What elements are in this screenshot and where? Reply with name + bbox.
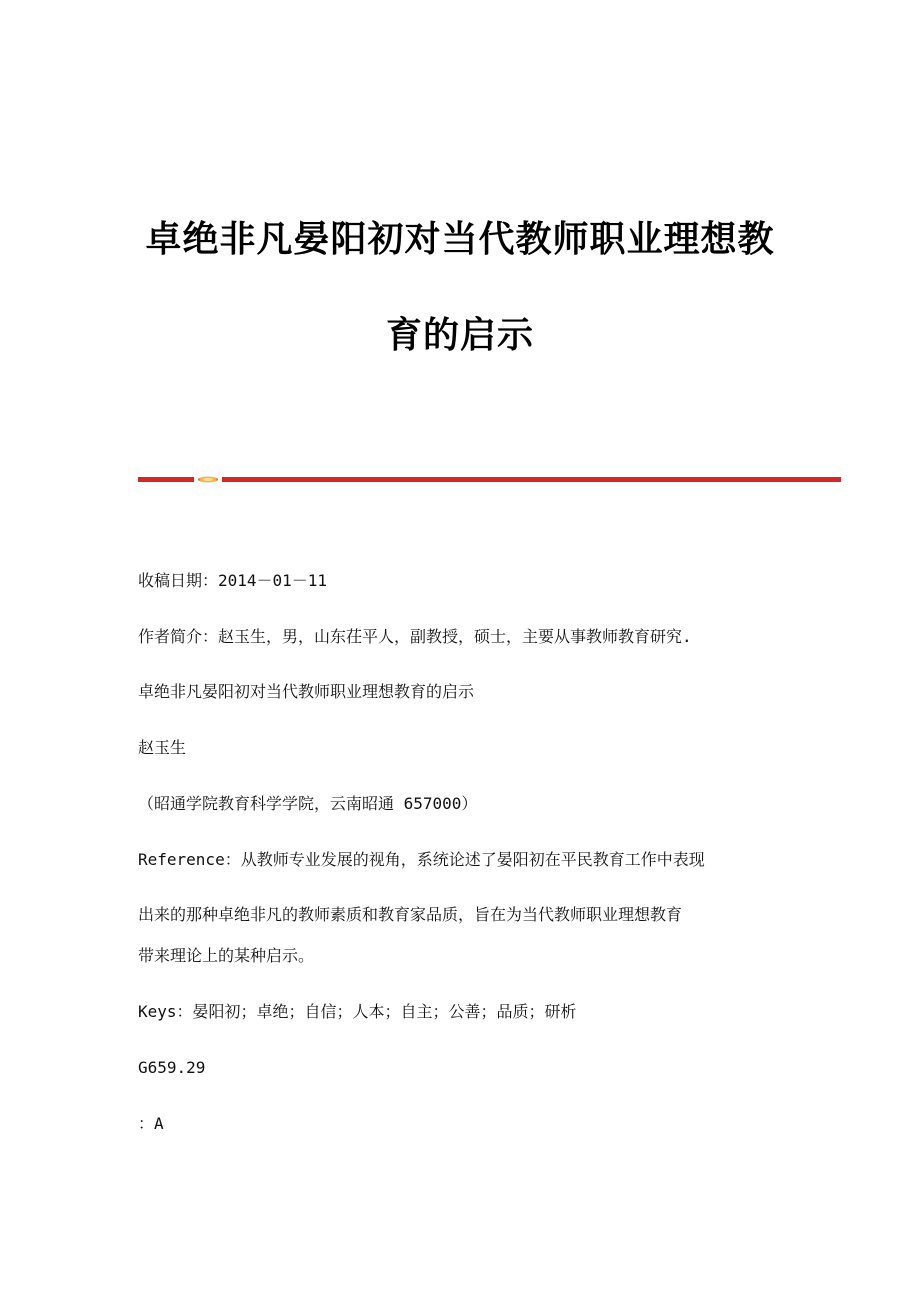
- abstract-line-1: Reference：从教师专业发展的视角，系统论述了晏阳初在平民教育工作中表现: [138, 850, 705, 869]
- keywords: Keys：晏阳初；卓绝；自信；人本；自主；公善；品质；研析: [138, 1002, 577, 1021]
- author-affiliation: （昭通学院教育科学学院，云南昭通 657000）: [138, 794, 478, 813]
- author-bio: 作者简介：赵玉生，男，山东茌平人，副教授，硕士，主要从事教师教育研究.: [138, 627, 692, 646]
- author-name: 赵玉生: [138, 738, 187, 757]
- article-title: 卓绝非凡晏阳初对当代教师职业理想教育的启示: [138, 682, 475, 701]
- document-title-line-1: 卓绝非凡晏阳初对当代教师职业理想教: [145, 219, 775, 260]
- received-date: 收稿日期：2014－01－11: [138, 571, 328, 590]
- abstract-line-3: 带来理论上的某种启示。: [138, 946, 315, 965]
- document-title-line-2: 育的启示: [385, 315, 534, 356]
- document-code: ：A: [138, 1114, 164, 1133]
- classification-number: G659.29: [138, 1058, 206, 1077]
- divider-ornament-icon: [196, 475, 220, 484]
- title-divider-left: [138, 477, 194, 482]
- title-divider-right: [222, 477, 841, 482]
- abstract-line-2: 出来的那种卓绝非凡的教师素质和教育家品质，旨在为当代教师职业理想教育: [138, 905, 683, 924]
